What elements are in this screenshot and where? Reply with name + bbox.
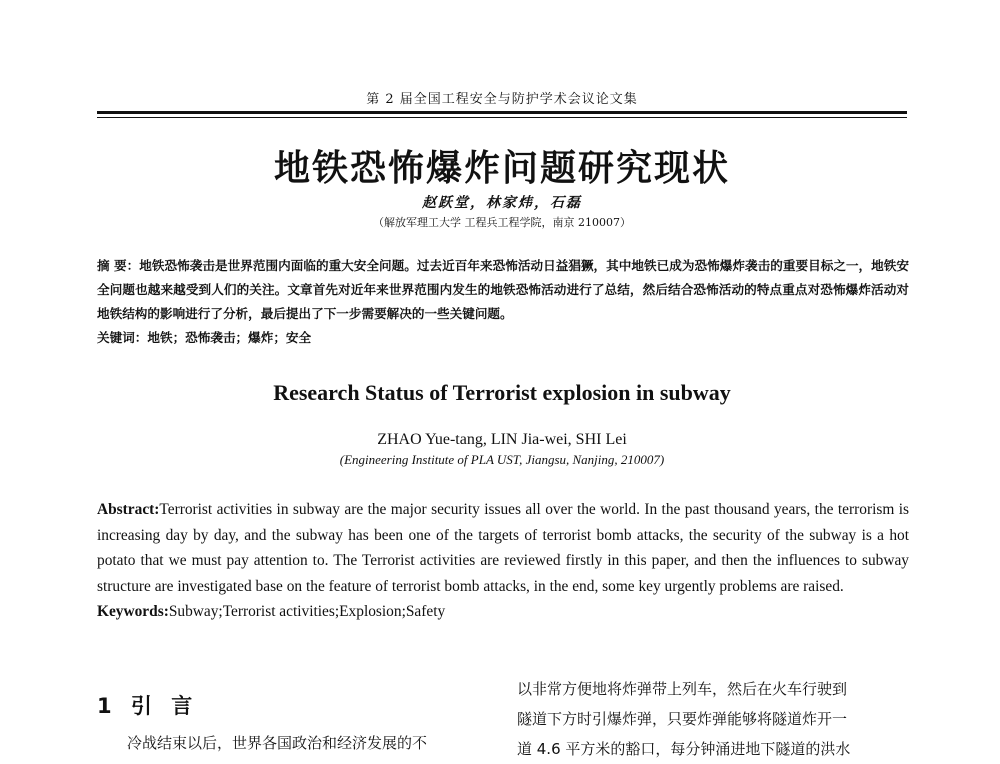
right-column [517,674,909,764]
header-rule-thick [97,111,907,114]
chinese-authors: 赵跃堂，林家炜，石磊 [422,195,582,211]
running-head: 第 2 届全国工程安全与防护学术会议论文集 [366,92,638,107]
english-affiliation: (Engineering Institute of PLA UST, Jiangsu, Nanjing, 210007) [339,452,665,467]
section-heading: 1 引 言 [97,694,199,718]
english-keywords [97,599,909,625]
english-abstract-label: Abstract: [97,501,160,518]
chinese-abstract-label: 摘 要： [97,258,140,273]
right-column-line: 隧道下方时引爆炸弹，只要炸弹能够将隧道炸开一 [517,710,848,728]
right-column-line: 以非常方便地将炸弹带上列车，然后在火车行驶到 [517,680,848,698]
left-column-text: 冷战结束以后，世界各国政治和经济发展的不 [127,734,428,752]
english-title: Research Status of Terrorist explosion in subway [273,380,731,405]
english-keywords-label: Keywords: [97,603,169,620]
chinese-keywords-label: 关键词： [97,330,148,345]
english-keywords-text: Subway;Terrorist activities;Explosion;Safety [168,603,446,620]
english-abstract-body [97,497,909,599]
english-authors: ZHAO Yue-tang, LIN Jia-wei, SHI Lei [377,431,627,448]
english-abstract-text: Terrorist activities in subway are the major security issues all over the world. In the past thousand years, the terrorism is increasing day by day, and the subway has been one of the targets of terrorist bomb attacks, the security of the subway is a hot potato that we must pay attention to. The Terrorist activities are reviewed firstly in this paper, and then the influences to subway structure are investigated base on the feature of terrorist bomb attacks, in the end, some key urgently problems are raised. [97,501,909,595]
chinese-keywords [97,326,909,350]
chinese-abstract-body [97,254,909,326]
chinese-abstract [97,254,909,350]
chinese-abstract-text: 地铁恐怖袭击是世界范围内面临的重大安全问题。过去近百年来恐怖活动日益猖獗，其中地铁已成为恐怖爆炸袭击的重要目标之一，地铁安全问题也越来越受到人们的关注。文章首先对近年来世界范围内发生的地铁恐怖活动进行了总结，然后结合恐怖活动的特点重点对恐怖爆炸活动对地铁结构的影响进行了分析，最后提出了下一步需要解决的一些关键问题。 [97,258,910,321]
header-rule-thin [97,117,907,118]
chinese-affiliation: （解放军理工大学 工程兵工程学院，南京 210007） [373,216,631,229]
english-abstract [97,497,909,625]
right-column-line: 道 4.6 平方米的豁口，每分钟涌进地下隧道的洪水 [517,740,851,758]
chinese-title: 地铁恐怖爆炸问题研究现状 [273,148,730,189]
chinese-keywords-text: 地铁；恐怖袭击；爆炸；安全 [147,330,312,345]
